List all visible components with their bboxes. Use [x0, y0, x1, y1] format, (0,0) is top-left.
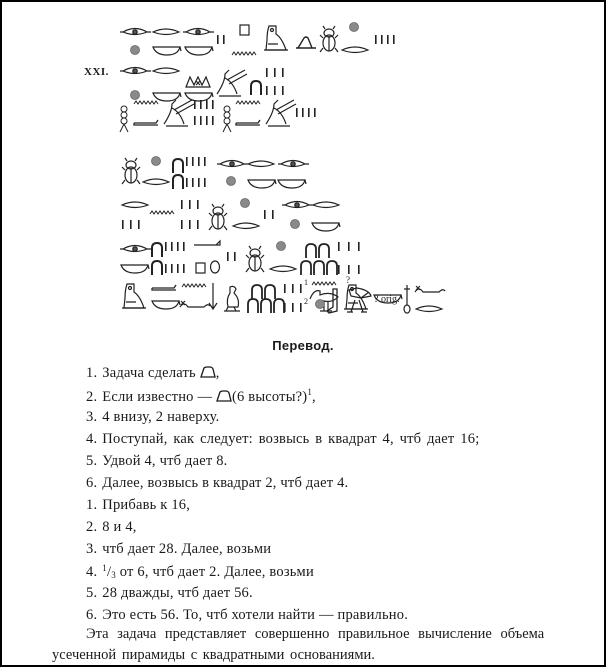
line-number: 3. — [86, 541, 98, 557]
hieroglyph-drawing — [2, 2, 604, 322]
footnote-ref: 1 — [307, 387, 313, 397]
fraction-denominator: 3 — [111, 570, 116, 580]
plate-label: XXI. — [84, 66, 109, 78]
hieroglyph-row-5 — [122, 199, 340, 232]
line-number: 4. — [86, 564, 98, 580]
line-punct: , — [215, 365, 220, 381]
hieroglyph-row-6 — [120, 241, 360, 275]
line-punct: , — [312, 388, 316, 405]
footnote-marker-2: 2 — [304, 297, 308, 306]
hieroglyph-row-1 — [120, 23, 395, 56]
translation-title: Перевод. — [272, 338, 334, 353]
line-text: 8 и 4, — [102, 519, 137, 535]
translation-line — [86, 387, 316, 406]
line-number: 6. — [86, 607, 98, 623]
fraction: $^1/_3$ — [102, 563, 116, 580]
line-text: Удвой 4, чтб дает 8. — [102, 453, 228, 469]
line-text: от 6, чтб дает 2. Далее, возьми — [119, 564, 314, 580]
conclusion-paragraph-line-1: Эта задача представляет совершенно правильное вычисление объема — [86, 626, 545, 642]
footnote-glyphs — [312, 282, 371, 313]
hieroglyph-row-4 — [122, 157, 309, 190]
footnote-query-mark: ? — [346, 275, 350, 285]
line-parenthetical: (6 высоты?) — [231, 388, 308, 405]
line-text: Это есть 56. То, чтб хотели найти — правильно. — [102, 607, 409, 623]
translation-line — [86, 607, 408, 624]
line-number: 2. — [86, 519, 98, 535]
line-text: 28 дважды, чтб дает 56. — [102, 585, 253, 601]
line-number: 1. — [86, 365, 98, 381]
trapezoid-icon — [200, 366, 216, 378]
hieroglyphic-text — [2, 2, 604, 322]
footnote-note: ? orig. — [374, 294, 400, 305]
hieroglyph-row-3 — [120, 100, 316, 132]
line-text: 4 внизу, 2 наверху. — [102, 409, 220, 425]
conclusion-paragraph-line-2: усеченной пирамиды с квадратными основаниями. — [52, 647, 375, 663]
translation-line — [86, 563, 314, 581]
line-number: 5. — [86, 585, 98, 601]
translation-line — [86, 497, 190, 514]
translation-line — [86, 453, 228, 470]
translation-line — [86, 585, 253, 602]
line-number: 5. — [86, 453, 98, 469]
line-number: 2. — [86, 388, 98, 405]
translation-line — [86, 431, 479, 448]
footnote-marker-1: 1 — [304, 278, 308, 287]
translation-line — [86, 409, 219, 426]
translation-line — [86, 519, 137, 536]
line-text: Далее, возвысь в квадрат 2, чтб дает 4. — [102, 475, 349, 491]
fraction-numerator: 1 — [102, 563, 107, 573]
line-number: 4. — [86, 431, 98, 447]
line-number: 6. — [86, 475, 98, 491]
line-text: Задача сделать — [102, 365, 196, 381]
line-text: Если известно — — [102, 388, 213, 405]
line-text: Прибавь к 16, — [102, 497, 191, 513]
line-text: чтб дает 28. Далее, возьми — [102, 541, 272, 557]
translation-line — [86, 365, 220, 382]
translation-line — [86, 541, 271, 558]
line-number: 1. — [86, 497, 98, 513]
trapezoid-icon — [216, 390, 232, 402]
translation-line — [86, 475, 348, 492]
line-text: Поступай, как следует: возвысь в квадрат 4, чтб дает 16; — [102, 431, 480, 447]
hieroglyph-row-2 — [120, 68, 284, 102]
line-number: 3. — [86, 409, 98, 425]
